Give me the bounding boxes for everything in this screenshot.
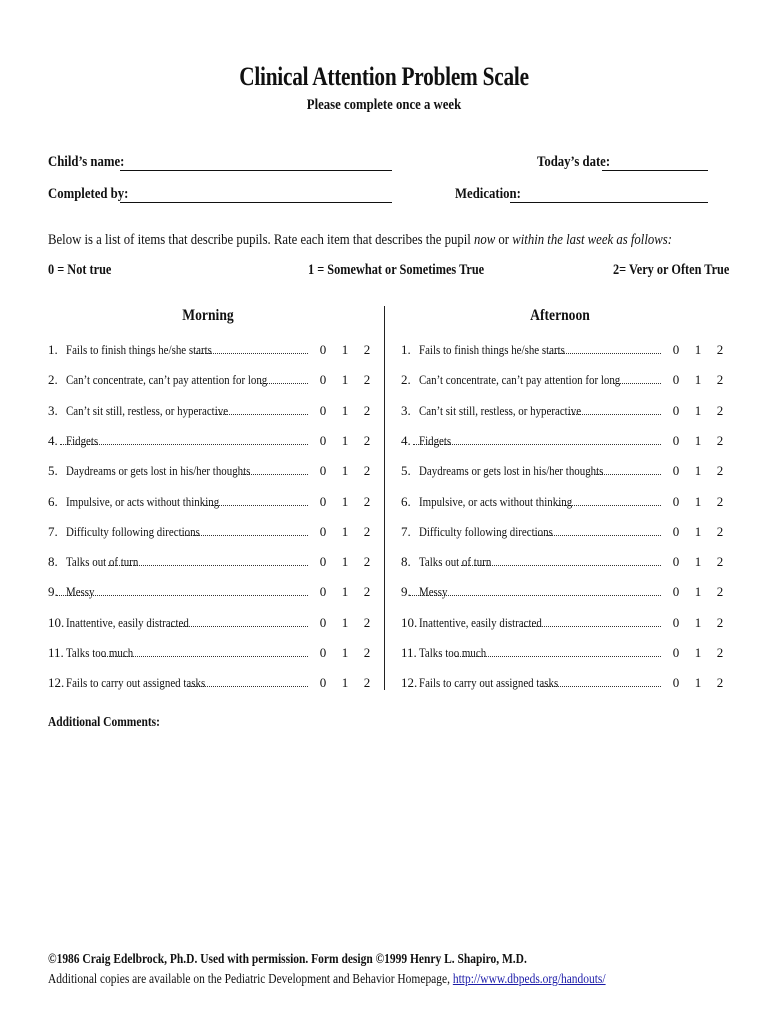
item-number: 6.: [401, 493, 411, 509]
item-number: 7.: [401, 523, 411, 539]
rating-option-2[interactable]: 2: [716, 554, 724, 570]
dot-leader: [204, 505, 308, 506]
rating-option-2[interactable]: 2: [716, 342, 724, 357]
form-title: Clinical Attention Problem Scale: [239, 62, 529, 91]
rating-option-1[interactable]: 1: [341, 463, 349, 479]
afternoon-item-row: [401, 641, 731, 661]
rating-option-2[interactable]: 2: [363, 463, 371, 479]
dot-leader: [196, 353, 308, 354]
rating-option-1[interactable]: 1: [694, 493, 702, 509]
dot-leader: [549, 353, 661, 354]
item-text: Talks out of turn: [66, 554, 139, 570]
rating-option-0[interactable]: 0: [319, 463, 327, 479]
rating-option-1[interactable]: 1: [694, 432, 702, 448]
dot-leader: [188, 686, 308, 687]
item-text: Can’t concentrate, can’t pay attention for long: [66, 372, 268, 388]
item-number: 11.: [401, 645, 417, 660]
rating-option-0[interactable]: 0: [672, 493, 680, 509]
afternoon-item-row: [401, 580, 731, 600]
afternoon-item-row: [401, 338, 731, 358]
item-number: 9.: [48, 584, 58, 600]
scale-one: 1 = Somewhat or Sometimes True: [308, 262, 485, 278]
handouts-link[interactable]: http://www.dbpeds.org/handouts/: [452, 972, 606, 987]
rating-option-0[interactable]: 0: [672, 463, 680, 479]
item-number: 10.: [401, 614, 418, 630]
rating-option-1[interactable]: 1: [341, 372, 349, 388]
morning-item-row: [48, 671, 378, 691]
item-number: 6.: [48, 493, 58, 509]
rating-option-0[interactable]: 0: [672, 372, 680, 388]
item-number: 2.: [401, 372, 411, 388]
rating-option-1[interactable]: 1: [341, 584, 349, 600]
morning-item-row: [48, 641, 378, 661]
rating-option-2[interactable]: 2: [716, 493, 724, 509]
rating-option-0[interactable]: 0: [672, 402, 680, 418]
item-number: 11.: [48, 645, 64, 660]
dot-leader: [568, 414, 661, 415]
dot-leader: [614, 383, 661, 384]
rating-option-0[interactable]: 0: [319, 342, 327, 357]
rating-option-0[interactable]: 0: [672, 675, 680, 691]
rating-option-1[interactable]: 1: [694, 402, 702, 418]
todays-date-field[interactable]: [602, 170, 708, 171]
rating-option-1[interactable]: 1: [694, 584, 702, 600]
rating-option-2[interactable]: 2: [716, 584, 724, 600]
rating-option-1[interactable]: 1: [341, 432, 349, 448]
item-text: Impulsive, or acts without thinking: [66, 493, 220, 509]
item-text: Messy: [66, 584, 95, 600]
item-text: Daydreams or gets lost in his/her thoughts: [419, 463, 604, 479]
rating-option-0[interactable]: 0: [319, 372, 327, 388]
item-number: 1.: [401, 342, 411, 357]
rating-option-1[interactable]: 1: [341, 342, 349, 357]
rating-option-0[interactable]: 0: [319, 584, 327, 600]
item-text: Talks too much: [66, 645, 134, 660]
rating-option-2[interactable]: 2: [363, 372, 371, 388]
item-number: 9.: [401, 584, 411, 600]
rating-option-0[interactable]: 0: [319, 675, 327, 691]
instructions: [48, 232, 672, 249]
item-text: Can’t concentrate, can’t pay attention for long: [419, 372, 621, 388]
afternoon-heading: Afternoon: [530, 307, 590, 324]
rating-option-0[interactable]: 0: [319, 523, 327, 539]
rating-option-2[interactable]: 2: [363, 645, 371, 660]
morning-item-row: [48, 611, 378, 631]
item-number: 3.: [401, 402, 411, 418]
additional-copies-text: Additional copies are available on the Pediatric Development and Behavior Homepage,: [48, 972, 450, 987]
dot-leader: [168, 626, 308, 627]
item-text: Talks too much: [419, 645, 487, 660]
item-number: 10.: [48, 614, 65, 630]
item-text: Fails to carry out assigned tasks: [66, 675, 206, 691]
item-number: 12.: [401, 675, 418, 691]
rating-option-0[interactable]: 0: [672, 342, 680, 357]
rating-option-1[interactable]: 1: [341, 614, 349, 630]
child-name-label: Child’s name:: [48, 154, 125, 170]
item-text: Talks out of turn: [419, 554, 492, 570]
rating-option-2[interactable]: 2: [363, 493, 371, 509]
dot-leader: [521, 626, 661, 627]
item-text: Difficulty following directions: [66, 523, 200, 539]
rating-option-1[interactable]: 1: [341, 493, 349, 509]
rating-option-0[interactable]: 0: [672, 523, 680, 539]
item-text: Inattentive, easily distracted: [419, 614, 542, 630]
todays-date-label: Today’s date:: [537, 154, 611, 170]
morning-item-row: [48, 368, 378, 388]
medication-label: Medication:: [455, 186, 521, 202]
morning-item-row: [48, 580, 378, 600]
morning-item-row: [48, 429, 378, 449]
item-number: 4.: [48, 432, 58, 448]
instructions-text: Below is a list of items that describe pupils. Rate each item that describes the pupil: [48, 232, 471, 248]
rating-option-1[interactable]: 1: [694, 645, 702, 660]
rating-option-1[interactable]: 1: [341, 402, 349, 418]
scale-zero: 0 = Not true: [48, 262, 112, 278]
item-number: 2.: [48, 372, 58, 388]
item-text: Messy: [419, 584, 448, 600]
dot-leader: [215, 414, 308, 415]
afternoon-item-row: [401, 459, 731, 479]
rating-option-2[interactable]: 2: [716, 614, 724, 630]
rating-option-1[interactable]: 1: [694, 675, 702, 691]
item-text: Fails to finish things he/she starts: [66, 342, 212, 357]
dot-leader: [241, 474, 308, 475]
rating-option-2[interactable]: 2: [716, 372, 724, 388]
dot-leader: [541, 686, 661, 687]
rating-option-1[interactable]: 1: [694, 372, 702, 388]
rating-option-2[interactable]: 2: [363, 402, 371, 418]
rating-option-2[interactable]: 2: [716, 645, 724, 660]
rating-option-0[interactable]: 0: [319, 645, 327, 660]
dot-leader: [534, 535, 661, 536]
afternoon-item-row: [401, 520, 731, 540]
afternoon-item-row: [401, 550, 731, 570]
rating-option-1[interactable]: 1: [694, 523, 702, 539]
rating-option-0[interactable]: 0: [672, 645, 680, 660]
rating-option-2[interactable]: 2: [363, 432, 371, 448]
item-text: Inattentive, easily distracted: [66, 614, 189, 630]
rating-option-1[interactable]: 1: [341, 523, 349, 539]
rating-option-1[interactable]: 1: [694, 342, 702, 357]
child-name-field[interactable]: [120, 170, 392, 171]
item-text: Fails to finish things he/she starts: [419, 342, 565, 357]
morning-item-row: [48, 338, 378, 358]
rating-option-2[interactable]: 2: [716, 463, 724, 479]
dot-leader: [261, 383, 308, 384]
rating-option-0[interactable]: 0: [672, 584, 680, 600]
afternoon-item-row: [401, 399, 731, 419]
rating-option-2[interactable]: 2: [716, 432, 724, 448]
item-number: 5.: [48, 463, 58, 479]
item-number: 1.: [48, 342, 58, 357]
rating-option-1[interactable]: 1: [694, 463, 702, 479]
rating-option-2[interactable]: 2: [363, 675, 371, 691]
dot-leader: [557, 505, 661, 506]
item-text: Fidgets: [419, 432, 452, 448]
rating-option-1[interactable]: 1: [341, 675, 349, 691]
morning-item-row: [48, 520, 378, 540]
afternoon-item-row: [401, 671, 731, 691]
rating-option-2[interactable]: 2: [363, 614, 371, 630]
column-divider: [384, 306, 385, 690]
afternoon-item-row: [401, 368, 731, 388]
rating-option-2[interactable]: 2: [363, 342, 371, 357]
item-number: 5.: [401, 463, 411, 479]
dot-leader: [594, 474, 661, 475]
item-text: Daydreams or gets lost in his/her thoughts: [66, 463, 251, 479]
rating-option-0[interactable]: 0: [672, 432, 680, 448]
rating-option-2[interactable]: 2: [716, 402, 724, 418]
rating-option-1[interactable]: 1: [341, 554, 349, 570]
rating-option-1[interactable]: 1: [341, 645, 349, 660]
rating-option-1[interactable]: 1: [694, 554, 702, 570]
morning-item-row: [48, 399, 378, 419]
item-text: Impulsive, or acts without thinking: [419, 493, 573, 509]
item-number: 3.: [48, 402, 58, 418]
rating-option-0[interactable]: 0: [672, 554, 680, 570]
morning-heading: Morning: [182, 307, 234, 324]
rating-option-2[interactable]: 2: [716, 523, 724, 539]
rating-option-0[interactable]: 0: [319, 493, 327, 509]
rating-option-2[interactable]: 2: [363, 554, 371, 570]
medication-field[interactable]: [510, 202, 708, 203]
afternoon-item-row: [401, 429, 731, 449]
item-number: 8.: [48, 554, 58, 570]
additional-comments-label: Additional Comments:: [48, 715, 160, 730]
instructions-or: or: [498, 232, 510, 248]
item-text: Difficulty following directions: [419, 523, 553, 539]
instructions-within: within the last week as follows:: [512, 232, 672, 248]
item-number: 12.: [48, 675, 65, 691]
rating-option-0[interactable]: 0: [319, 614, 327, 630]
additional-copies-note: [48, 972, 606, 988]
item-number: 4.: [401, 432, 411, 448]
morning-item-row: [48, 490, 378, 510]
copyright-notice: ©1986 Craig Edelbrock, Ph.D. Used with permission. Form design ©1999 Henry L. Shapiro, M.D.: [48, 952, 527, 967]
completed-by-field[interactable]: [120, 202, 392, 203]
rating-option-0[interactable]: 0: [319, 402, 327, 418]
item-number: 7.: [48, 523, 58, 539]
rating-option-0[interactable]: 0: [319, 432, 327, 448]
item-text: Fidgets: [66, 432, 99, 448]
instructions-now: now: [473, 232, 496, 248]
morning-item-row: [48, 550, 378, 570]
item-number: 8.: [401, 554, 411, 570]
completed-by-label: Completed by:: [48, 186, 129, 202]
item-text: Can’t sit still, restless, or hyperactive: [419, 402, 582, 418]
rating-option-2[interactable]: 2: [716, 675, 724, 691]
rating-option-1[interactable]: 1: [694, 614, 702, 630]
item-text: Fails to carry out assigned tasks: [419, 675, 559, 691]
rating-option-2[interactable]: 2: [363, 523, 371, 539]
scale-two: 2= Very or Often True: [613, 262, 730, 278]
form-subtitle: Please complete once a week: [306, 97, 462, 113]
afternoon-item-row: [401, 490, 731, 510]
item-text: Can’t sit still, restless, or hyperactive: [66, 402, 229, 418]
rating-option-2[interactable]: 2: [363, 584, 371, 600]
rating-option-0[interactable]: 0: [319, 554, 327, 570]
rating-option-0[interactable]: 0: [672, 614, 680, 630]
afternoon-item-row: [401, 611, 731, 631]
morning-item-row: [48, 459, 378, 479]
dot-leader: [181, 535, 308, 536]
